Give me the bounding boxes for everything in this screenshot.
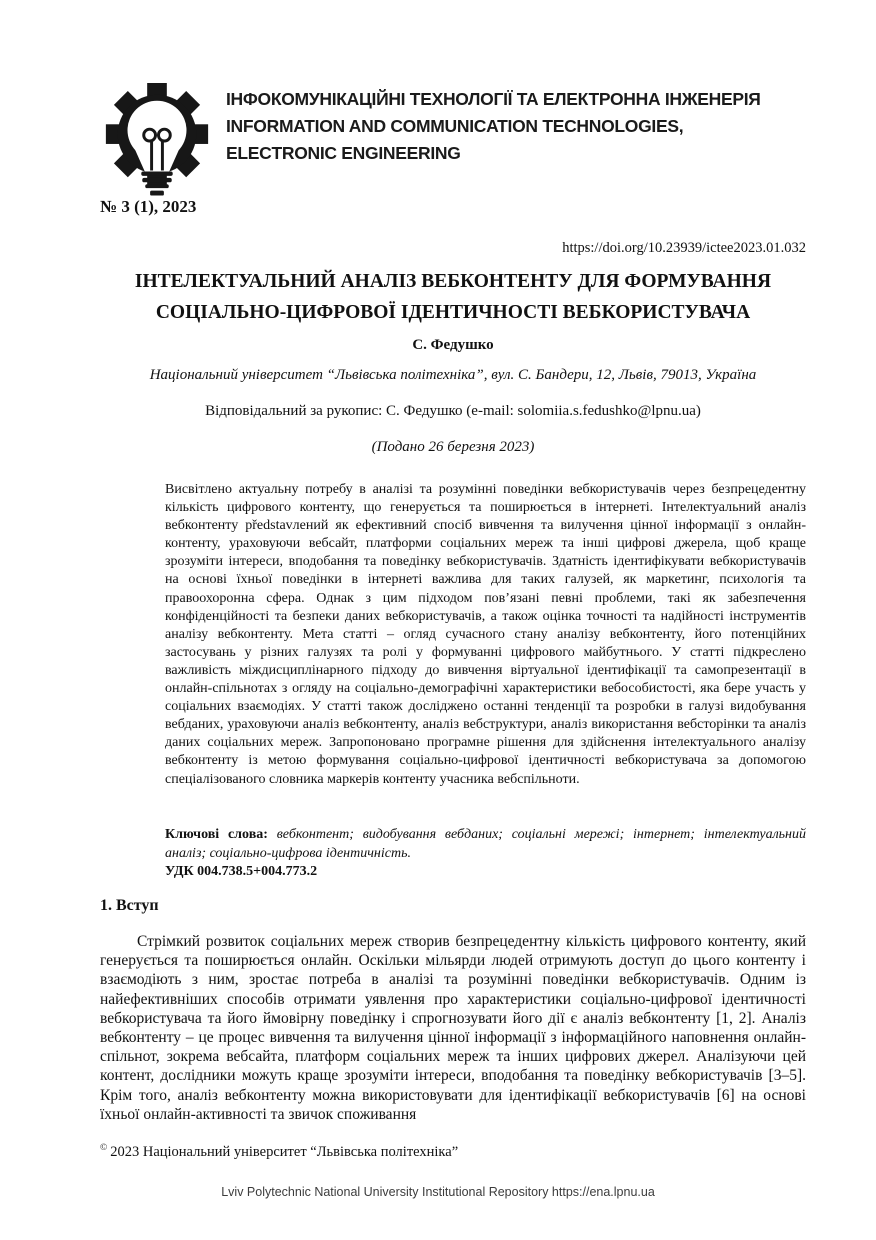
keywords-label: Ключові слова: <box>165 827 268 842</box>
issue-number: № 3 (1), 2023 <box>100 197 197 216</box>
copyright-symbol: © <box>100 1143 108 1153</box>
journal-title-english-line1: INFORMATION AND COMMUNICATION TECHNOLOGIES, <box>226 116 684 136</box>
journal-title-block <box>226 83 761 167</box>
gear-lightbulb-icon <box>96 83 218 199</box>
udc-code: УДК 004.738.5+004.773.2 <box>165 864 318 879</box>
abstract-text: Висвітлено актуальну потребу в аналізі та розумінні поведінки вебкористувачів через безпрецедентну кількість цифрового контенту, що генерується та поширюється в інтернеті. Інтелектуальний аналіз вебконтенту představлений як ефективний спосіб вивчення та вилучення цінної інформації з онлайн-контенту, ураховуючи вебсайт, платформи соціальних мереж та інші цифрові джерела, щоб краще зрозуміти інтереси, вподобання та поведінку вебкористувачів. Здатність ідентифікувати вебкористувачів на основі їхньої поведінки в інтернеті важлива для таких галузей, як маркетинг, психологія та правоохоронна сфера. Однак з цим підходом пов’язані певні проблеми, такі як забезпечення конфіденційності та безпеки даних вебкористувачів, а також оцінка точності та надійності інструментів аналізу вебконтенту. Мета статті – огляд сучасного стану аналізу вебконтенту, його потенційних застосувань у різних галузях та ролі у формуванні цифрового майбутнього. У статті підкреслено важливість міждисциплінарного підходу до вивчення віртуальної ідентифікації та самопрезентації в онлайн-спільнотах з огляду на соціально-демографічні характеристики вебособистості, яка бере участь у соціальних взаємодіях. У статті також досліджено останні тенденції та розробки в галузі видобування вебданих, ураховуючи аналіз вебконтенту, аналіз вебструктури, аналіз використання вебсторінки та аналіз даних соціальних мереж. Запропоновано програмне рішення для здійснення інтелектуального аналізу вебконтенту із метою формування соціально-цифрової ідентичності вебкористувача за допомогою спеціалізованого словника маркерів контенту учасника вебспільноти. <box>165 482 806 787</box>
keywords-line <box>165 826 806 863</box>
journal-title-ukrainian: ІНФОКОМУНІКАЦІЙНІ ТЕХНОЛОГІЇ ТА ЕЛЕКТРОННА ІНЖЕНЕРІЯ <box>226 89 761 109</box>
author-name: С. Федушко <box>412 337 494 353</box>
repository-watermark: Lviv Polytechnic National University Institutional Repository https://ena.lpnu.ua <box>221 1185 655 1199</box>
keywords-block <box>165 826 806 882</box>
keywords-text: вебконтент; видобування вебданих; соціальні мережі; інтернет; інтелектуальний аналіз; соціально-цифрова ідентичність. <box>165 827 806 861</box>
copyright-notice <box>100 1143 458 1161</box>
doi-link[interactable]: https://doi.org/10.23939/ictee2023.01.032 <box>562 240 806 256</box>
article-title: ІНТЕЛЕКТУАЛЬНИЙ АНАЛІЗ ВЕБКОНТЕНТУ ДЛЯ ФОРМУВАННЯ СОЦІАЛЬНО-ЦИФРОВОЇ ІДЕНТИЧНОСТІ ВЕБКОРИСТУВАЧА <box>134 271 772 323</box>
introduction-paragraph: Стрімкий розвиток соціальних мереж створив безпрецедентну кількість цифрового контенту, який генерується та поширюється онлайн. Оскільки мільярди людей отримують доступ до цього контенту і взаємодіють з ним, зростає потреба в аналізі та розумінні поведінки вебкористувачів. Одним із найефективніших способів отримати уявлення про характеристики соціально-цифрової ідентичності вебкористувача та його ймовірну поведінку і спрогнозувати його дії є аналіз вебконтенту [1, 2]. Аналіз вебконтенту – це процес вивчення та вилучення цінної інформації з інформаційного наповнення онлайн-спільнот, зокрема вебсайта, платформ соціальних мереж та інших цифрових джерел. Аналізуючи цей контент, дослідники можуть краще зрозуміти інтереси, вподобання та поведінку вебкористувачів [3–5]. Крім того, аналіз вебконтенту можна використовувати для ідентифікації вебкористувачів [6] на основі їхньої онлайн-активності та звичок споживання <box>100 933 806 1123</box>
author-affiliation: Національний університет “Львівська політехніка”, вул. С. Бандери, 12, Львів, 79013, Україна <box>149 367 757 383</box>
section-heading-introduction: 1. Вступ <box>100 897 159 914</box>
correspondence-line: Відповідальний за рукопис: С. Федушко (e-mail: solomiia.s.fedushko@lpnu.ua) <box>205 403 701 419</box>
journal-masthead <box>96 83 761 199</box>
copyright-text: 2023 Національний університет “Львівська політехніка” <box>110 1143 459 1160</box>
journal-title-english-line2: ELECTRONIC ENGINEERING <box>226 143 461 163</box>
submission-date: (Подано 26 березня 2023) <box>371 439 535 455</box>
